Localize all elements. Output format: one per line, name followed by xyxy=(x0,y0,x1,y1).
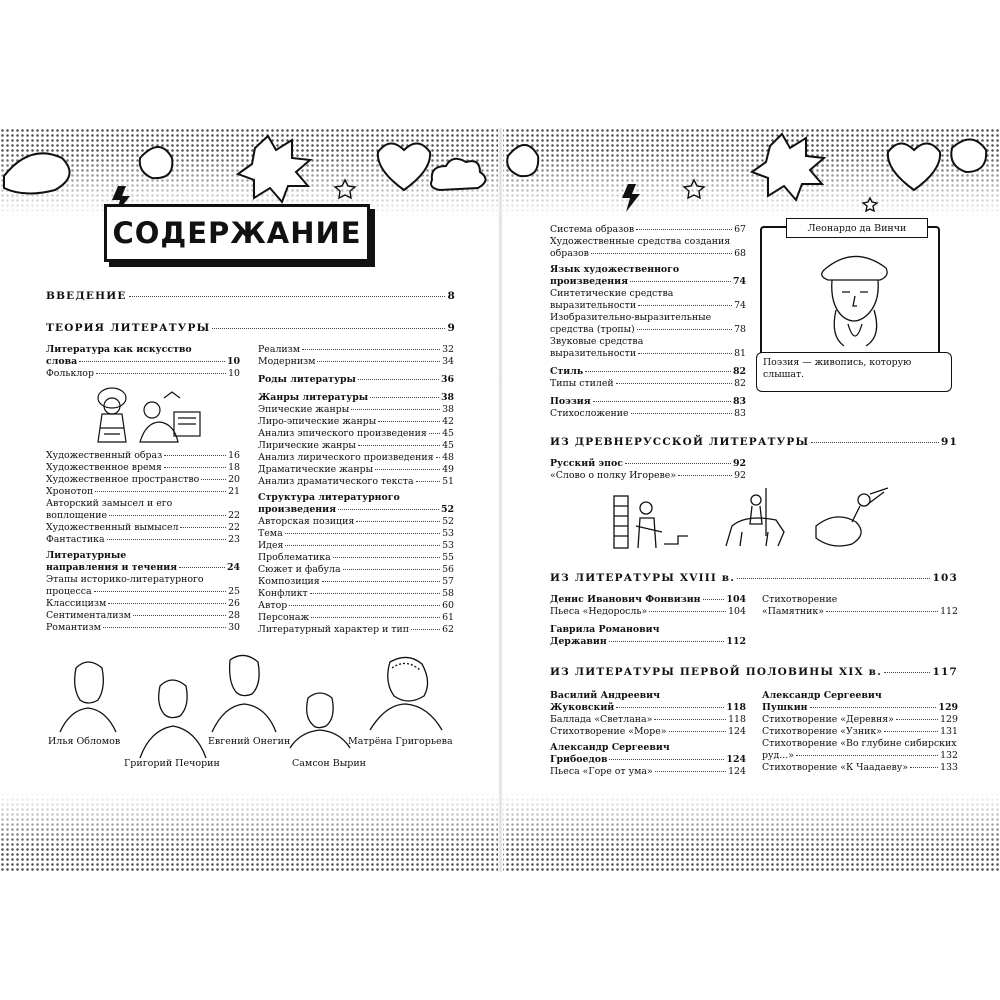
toc-heading-line: Александр Сергеевич xyxy=(550,742,670,753)
toc-item[interactable]: Композиция 57 xyxy=(258,576,454,587)
toc-item[interactable]: Эпические жанры 38 xyxy=(258,404,454,415)
portrait-caption: Самсон Вырин xyxy=(292,758,367,769)
toc-item[interactable]: Художественное время 18 xyxy=(46,462,240,473)
characters-illustration xyxy=(40,648,460,768)
quote-author: Леонардо да Винчи xyxy=(786,218,928,238)
toc-item[interactable]: Фантастика 23 xyxy=(46,534,240,545)
burst-icon xyxy=(238,136,310,202)
toc-item[interactable]: воплощение 22 xyxy=(46,510,240,521)
book-gutter xyxy=(498,128,503,872)
toc-item[interactable]: Художественный образ 16 xyxy=(46,450,240,461)
toc-item[interactable]: Литературный характер и тип 62 xyxy=(258,624,454,635)
toc-item[interactable]: образов 68 xyxy=(550,248,746,259)
toc-heading-line: Литературные xyxy=(46,550,127,561)
drop-shape-icon xyxy=(951,139,986,172)
toc-section-intro[interactable]: ВВЕДЕНИЕ 8 xyxy=(46,290,456,302)
toc-item[interactable]: процесса 25 xyxy=(46,586,240,597)
toc-item[interactable]: выразительности 81 xyxy=(550,348,746,359)
toc-heading-griboedov[interactable]: Грибоедов 124 xyxy=(550,754,746,765)
toc-heading-epos[interactable]: Русский эпос 92 xyxy=(550,458,746,469)
toc-heading-poetry[interactable]: Поэзия 83 xyxy=(550,396,746,407)
toc-item-line: Стихотворение xyxy=(762,594,838,605)
toc-item[interactable]: Стихотворение «Море» 124 xyxy=(550,726,746,737)
folklore-illustration xyxy=(90,384,210,448)
toc-heading-line: Александр Сергеевич xyxy=(762,690,882,701)
toc-item[interactable]: Анализ лирического произведения 48 xyxy=(258,452,454,463)
toc-item[interactable]: Стихосложение 83 xyxy=(550,408,746,419)
toc-item[interactable]: Фольклор 10 xyxy=(46,368,240,379)
toc-heading-kinds[interactable]: Роды литературы 36 xyxy=(258,374,454,385)
heart-icon xyxy=(888,143,940,190)
toc-item-line: Звуковые средства xyxy=(550,336,644,347)
toc-heading-genres[interactable]: Жанры литературы 38 xyxy=(258,392,454,403)
portrait-matryona xyxy=(370,657,442,730)
drop-shape-icon xyxy=(140,147,173,178)
portrait-vyrin xyxy=(290,693,350,748)
toc-heading-line: Язык художественного xyxy=(550,264,680,275)
toc-heading-literature[interactable]: слова 10 xyxy=(46,356,240,367)
toc-heading-line: Василий Андреевич xyxy=(550,690,661,701)
toc-item[interactable]: Романтизм 30 xyxy=(46,622,240,633)
toc-item-line: Авторский замысел и его xyxy=(46,498,173,509)
toc-item[interactable]: Классицизм 26 xyxy=(46,598,240,609)
toc-item[interactable]: Модернизм 34 xyxy=(258,356,454,367)
toc-item[interactable]: Стихотворение «Узник» 131 xyxy=(762,726,958,737)
epos-illustration xyxy=(606,486,896,552)
toc-heading-line: Структура литературного xyxy=(258,492,400,503)
toc-item[interactable]: Тема 53 xyxy=(258,528,454,539)
toc-item[interactable]: Пьеса «Недоросль» 104 xyxy=(550,606,746,617)
toc-item[interactable]: руд...» 132 xyxy=(762,750,958,761)
toc-heading-directions[interactable]: направления и течения 24 xyxy=(46,562,240,573)
portrait-leonardo xyxy=(800,240,910,350)
toc-item[interactable]: «Памятник» 112 xyxy=(762,606,958,617)
toc-item[interactable]: средства (тропы) 78 xyxy=(550,324,746,335)
toc-item[interactable]: Баллада «Светлана» 118 xyxy=(550,714,746,725)
toc-item[interactable]: Лиро-эпические жанры 42 xyxy=(258,416,454,427)
toc-heading-line: Литература как искусство xyxy=(46,344,192,355)
toc-item[interactable]: Анализ драматического текста 51 xyxy=(258,476,454,487)
toc-item[interactable]: Проблематика 55 xyxy=(258,552,454,563)
portrait-oblomov xyxy=(60,662,116,732)
toc-item[interactable]: Сюжет и фабула 56 xyxy=(258,564,454,575)
portrait-caption: Евгений Онегин xyxy=(208,736,291,747)
toc-item[interactable]: Типы стилей 82 xyxy=(550,378,746,389)
toc-heading-style[interactable]: Стиль 82 xyxy=(550,366,746,377)
toc-item[interactable]: Сентиментализм 28 xyxy=(46,610,240,621)
star-icon xyxy=(335,180,355,198)
toc-heading-fonvizin[interactable]: Денис Иванович Фонвизин 104 xyxy=(550,594,746,605)
toc-item-line: Изобразительно-выразительные xyxy=(550,312,712,323)
toc-heading-language[interactable]: произведения 74 xyxy=(550,276,746,287)
toc-item[interactable]: Пьеса «Горе от ума» 124 xyxy=(550,766,746,777)
toc-section-xix[interactable]: ИЗ ЛИТЕРАТУРЫ ПЕРВОЙ ПОЛОВИНЫ XIX в. 117 xyxy=(550,666,958,678)
toc-item[interactable]: Хронотоп 21 xyxy=(46,486,240,497)
toc-item[interactable]: Стихотворение «Деревня» 129 xyxy=(762,714,958,725)
toc-item[interactable]: Конфликт 58 xyxy=(258,588,454,599)
toc-item[interactable]: Драматические жанры 49 xyxy=(258,464,454,475)
burst-icon xyxy=(752,134,824,200)
portrait-onegin xyxy=(212,655,276,732)
toc-heading-zhukovsky[interactable]: Жуковский 118 xyxy=(550,702,746,713)
cloud-icon xyxy=(431,159,486,190)
toc-item[interactable]: Стихотворение «К Чаадаеву» 133 xyxy=(762,762,958,773)
star-icon xyxy=(684,180,704,198)
toc-item[interactable]: Реализм 32 xyxy=(258,344,454,355)
portrait-caption: Григорий Печорин xyxy=(124,758,220,769)
toc-item[interactable]: Анализ эпического произведения 45 xyxy=(258,428,454,439)
toc-item-line: Стихотворение «Во глубине сибирских xyxy=(762,738,957,749)
toc-item[interactable]: Автор 60 xyxy=(258,600,454,611)
toc-item[interactable]: Художественное пространство 20 xyxy=(46,474,240,485)
toc-item[interactable]: Художественный вымысел 22 xyxy=(46,522,240,533)
drop-shape-icon xyxy=(507,145,538,176)
toc-item[interactable]: Идея 53 xyxy=(258,540,454,551)
portrait-caption: Илья Обломов xyxy=(48,736,121,747)
star-icon xyxy=(863,198,877,211)
toc-section-theory[interactable]: ТЕОРИЯ ЛИТЕРАТУРЫ 9 xyxy=(46,322,456,334)
page-title: СОДЕРЖАНИЕ xyxy=(104,204,370,262)
speech-bubble-icon xyxy=(4,153,70,193)
portrait-pechorin xyxy=(140,680,206,758)
lightning-icon xyxy=(622,184,640,212)
toc-heading-pushkin[interactable]: Пушкин 129 xyxy=(762,702,958,713)
quote-text: Поэзия — живопись, которую слышат. xyxy=(756,352,952,392)
toc-item-line: Синтетические средства xyxy=(550,288,674,299)
toc-item[interactable]: Авторская позиция 52 xyxy=(258,516,454,527)
toc-item[interactable]: Персонаж 61 xyxy=(258,612,454,623)
toc-heading-line: Гаврила Романович xyxy=(550,624,660,635)
portrait-caption: Матрёна Григорьева xyxy=(348,736,453,747)
toc-item-line: Этапы историко-литературного xyxy=(46,574,204,585)
toc-heading-structure[interactable]: произведения 52 xyxy=(258,504,454,515)
toc-section-xviii[interactable]: ИЗ ЛИТЕРАТУРЫ XVIII в. 103 xyxy=(550,572,958,584)
toc-item[interactable]: «Слово о полку Игореве» 92 xyxy=(550,470,746,481)
toc-item[interactable]: Система образов 67 xyxy=(550,224,746,235)
toc-section-old-russian[interactable]: ИЗ ДРЕВНЕРУССКОЙ ЛИТЕРАТУРЫ 91 xyxy=(550,436,958,448)
toc-item[interactable]: выразительности 74 xyxy=(550,300,746,311)
toc-item-line: Художественные средства создания xyxy=(550,236,731,247)
toc-item[interactable]: Лирические жанры 45 xyxy=(258,440,454,451)
heart-icon xyxy=(378,143,430,190)
toc-heading-derzhavin[interactable]: Державин 112 xyxy=(550,636,746,647)
